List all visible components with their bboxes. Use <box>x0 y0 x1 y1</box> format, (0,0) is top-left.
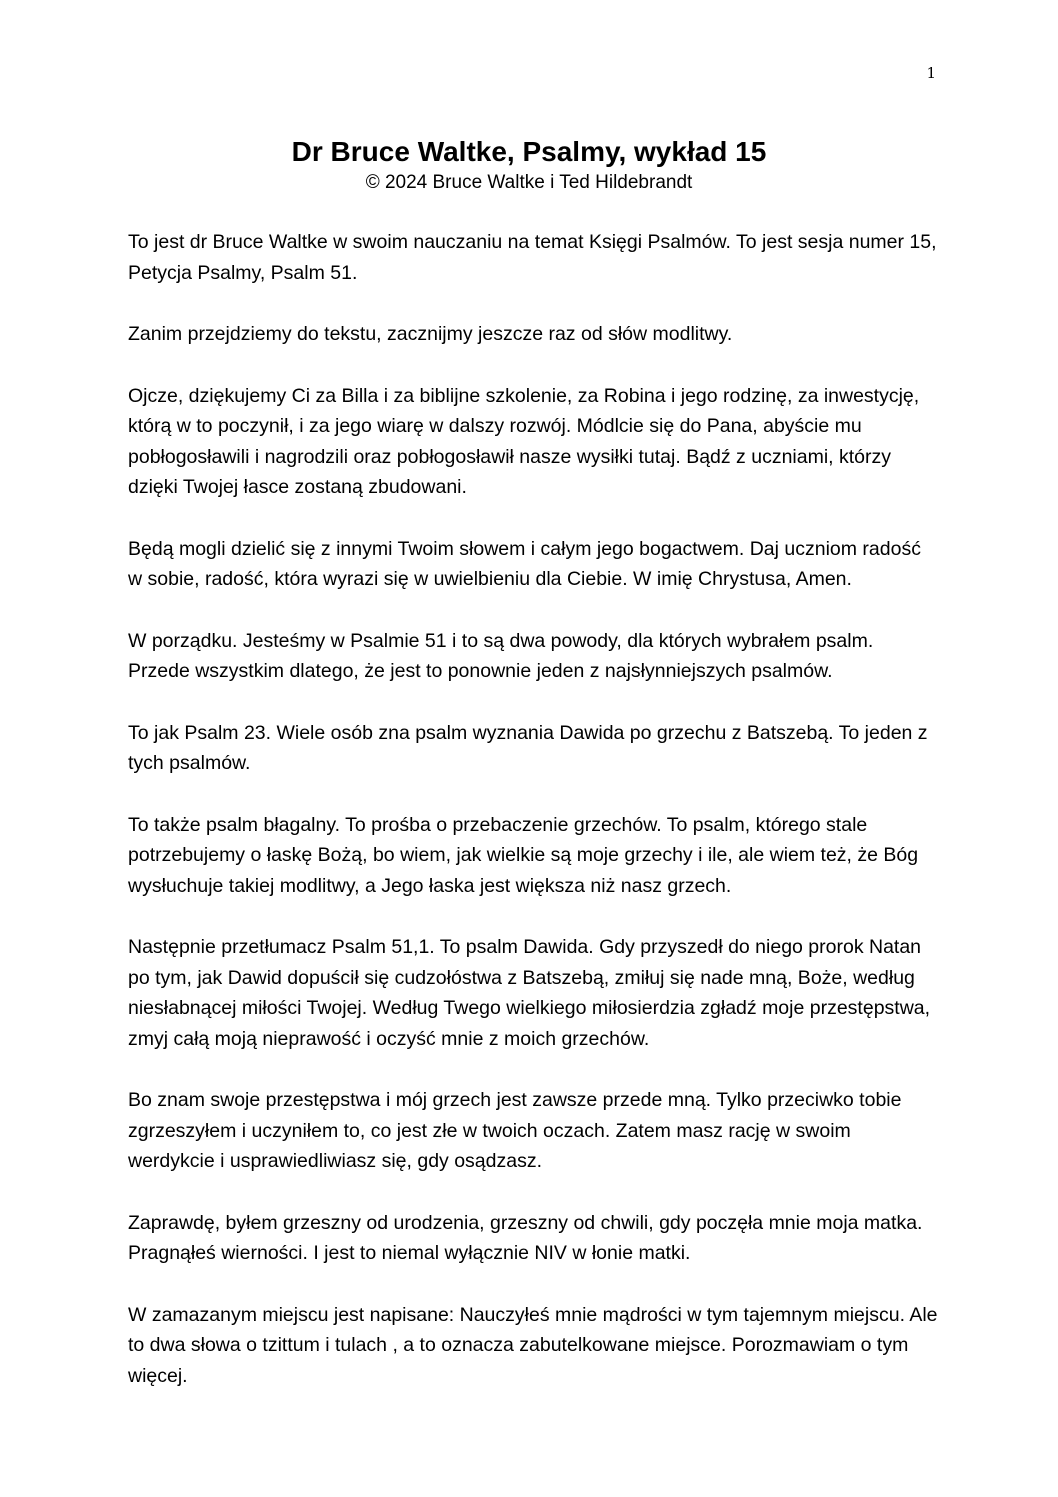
document-title: Dr Bruce Waltke, Psalmy, wykład 15 <box>291 136 767 167</box>
paragraph: W zamazanym miejscu jest napisane: Nauczyłeś mnie mądrości w tym tajemnym miejscu. Ale to dwa słowa o tzittum i tulach , a to oznacza zabutelkowane miejsce. Porozmawiam o tym więcej. <box>128 1303 938 1387</box>
page-number: 1 <box>926 64 936 82</box>
paragraph: Zaprawdę, byłem grzeszny od urodzenia, grzeszny od chwili, gdy poczęła mnie moja matka. Pragnąłeś wierności. I jest to niemal wyłącznie NIV w łonie matki. <box>128 1211 923 1264</box>
paragraph: W porządku. Jesteśmy w Psalmie 51 i to są dwa powody, dla których wybrałem psalm. Przede wszystkim dlatego, że jest to ponownie jeden z najsłynniejszych psalmów. <box>128 629 874 682</box>
paragraph: Będą mogli dzielić się z innymi Twoim słowem i całym jego bogactwem. Daj uczniom radość w sobie, radość, która wyrazi się w uwielbieniu dla Ciebie. W imię Chrystusa, Amen. <box>128 537 921 590</box>
paragraph: To jest dr Bruce Waltke w swoim nauczaniu na temat Księgi Psalmów. To jest sesja numer 15, Petycja Psalmy, Psalm 51. <box>128 231 937 284</box>
document-header <box>0 134 1058 196</box>
paragraph: Ojcze, dziękujemy Ci za Billa i za biblijne szkolenie, za Robina i jego rodzinę, za inwestycję, którą w to poczynił, i za jego wiarę w dalszy rozwój. Módlcie się do Pana, abyście mu pobłogosławili i nagrodzili oraz pobłogosławił nasze wysiłki tutaj. Bądź z uczniami, którzy dzięki Twojej łasce zostaną zbudowani. <box>128 384 920 498</box>
document-body <box>128 227 940 1422</box>
paragraph: To także psalm błagalny. To prośba o przebaczenie grzechów. To psalm, którego stale potrzebujemy o łaskę Bożą, bo wiem, jak wielkie są moje grzechy i ile, ale wiem też, że Bóg wysłuchuje takiej modlitwy, a Jego łaska jest większa niż nasz grzech. <box>128 813 919 897</box>
paragraph: To jak Psalm 23. Wiele osób zna psalm wyznania Dawida po grzechu z Batszebą. To jeden z tych psalmów. <box>128 721 928 774</box>
paragraph: Zanim przejdziemy do tekstu, zacznijmy jeszcze raz od słów modlitwy. <box>128 323 733 345</box>
paragraph: Następnie przetłumacz Psalm 51,1. To psalm Dawida. Gdy przyszedł do niego prorok Natan po tym, jak Dawid dopuścił się cudzołóstwa z Batszebą, zmiłuj się nade mną, Boże, według niesłabnącej miłości Twojej. Według Twego wielkiego miłosierdzia zgładź moje przestępstwa, zmyj całą moją nieprawość i oczyść mnie z moich grzechów. <box>128 936 931 1050</box>
copyright-line: © 2024 Bruce Waltke i Ted Hildebrandt <box>365 172 693 193</box>
paragraph: Bo znam swoje przestępstwa i mój grzech jest zawsze przede mną. Tylko przeciwko tobie zgrzeszyłem i uczyniłem to, co jest złe w twoich oczach. Zatem masz rację w swoim werdykcie i usprawiedliwiasz się, gdy osądzasz. <box>128 1089 902 1172</box>
